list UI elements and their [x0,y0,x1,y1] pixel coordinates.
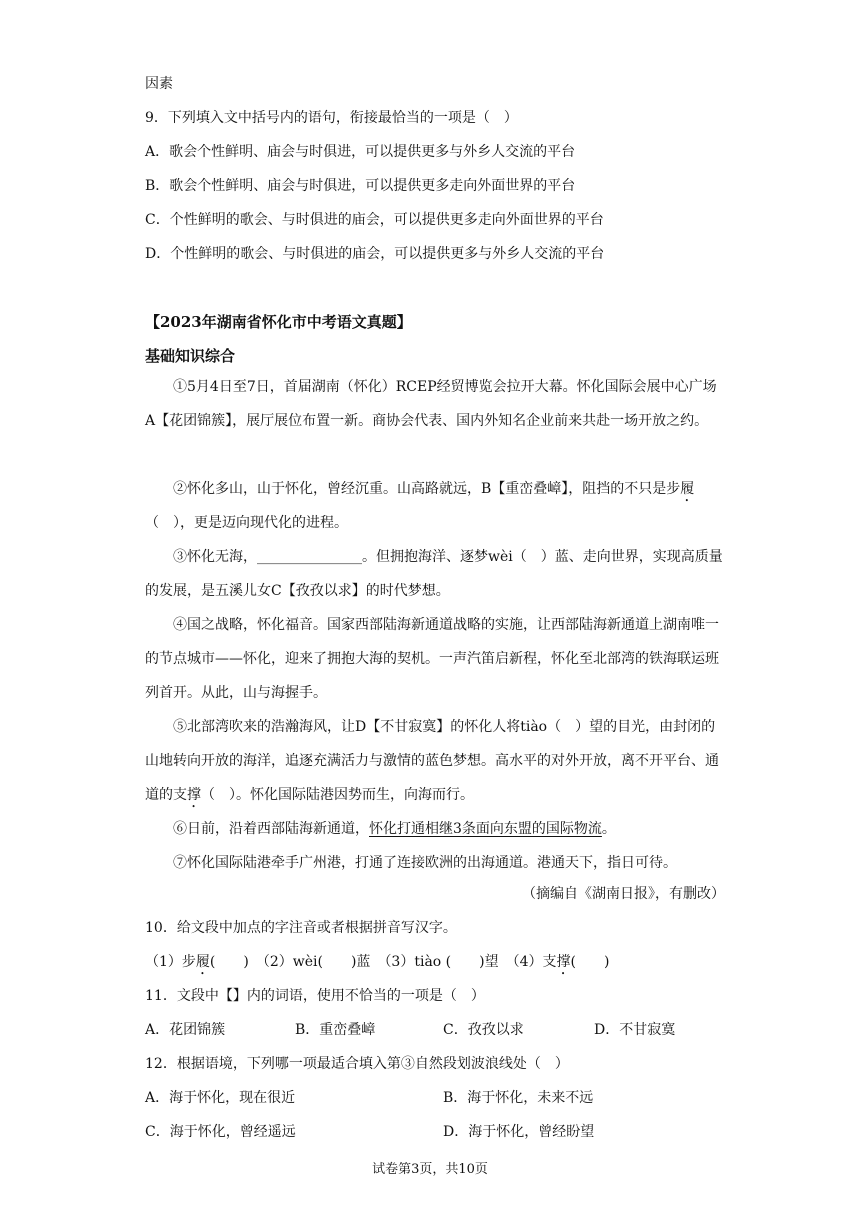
passage-p5 [145,710,725,812]
q12-option-d: D．海于怀化，曾经盼望 [443,1124,595,1140]
section-subtitle: 基础知识综合 [145,347,236,365]
q12-option-c: C．海于怀化，曾经遥远 [145,1124,296,1140]
q10-item-1-blank: ( ) [209,954,249,970]
q12-option-a: A．海于怀化，现在很近 [145,1090,296,1106]
q11-stem: 11．文段中【】内的词语，使用不恰当的一项是（ ） [145,988,485,1004]
q10-items [145,952,725,978]
q11-option-b: B．重峦叠嶂 [295,1022,376,1038]
q9-option-b: B．歌会个性鲜明、庙会与时俱进，可以提供更多走向外面世界的平台 [145,178,576,194]
q11-option-c: C．孜孜以求 [443,1022,524,1038]
q11-option-a: A．花团锦簇 [145,1022,226,1038]
passage-p3: ③怀化无海，_______________。但拥抱海洋、逐梦wèi（ ）蓝、走向世界，实现高质量的发展，是五溪儿女C【孜孜以求】的时代梦想。 [145,549,723,599]
q9-option-a: A．歌会个性鲜明、庙会与时俱进，可以提供更多与外乡人交流的平台 [145,144,576,160]
passage-p1: ①5月4日至7日，首届湖南（怀化）RCEP经贸博览会拉开大幕。怀化国际会展中心广场A【花团锦簇】，展厅展位布置一新。商协会代表、国内外知名企业前来共赴一场开放之约。 [145,379,717,429]
section-title: 【2023年湖南省怀化市中考语文真题】 [145,313,412,331]
p6-wavy-underlined: 怀化打通相继3条面向东盟的国际物流 [369,821,602,837]
q10-item-3: （3）tiào ( )望 [384,954,499,970]
p2-pre: ②怀化多山，山于怀化，曾经沉重。山高路就远，B【重峦叠嶂】，阻挡的不只是步 [173,481,681,497]
q11-option-d: D．不甘寂寞 [594,1022,676,1038]
p6-post: 。 [601,821,616,837]
page-footer: 试卷第3页，共10页 [372,1162,488,1177]
q10-item-1-text: （1）步 [145,954,196,970]
top-fragment: 因素 [145,76,173,92]
passage-p7: ⑦怀化国际陆港牵手广州港，打通了连接欧洲的出海通道。港通天下，指日可待。 [173,855,677,871]
q9-stem: 9．下列填入文中括号内的语句，衔接最恰当的一项是（ ） [145,110,518,126]
q12-option-b: B．海于怀化，未来不远 [443,1090,594,1106]
q10-item-4-blank: ( ) [570,954,610,970]
q10-item-1-dotted: 履 [195,954,210,970]
p5-dotted-char: 撑 [187,787,201,803]
passage-p2 [145,472,725,540]
passage-source: （摘编自《湖南日报》，有删改） [522,886,725,902]
passage-p4: ④国之战略，怀化福音。国家西部陆海新通道战略的实施，让西部陆海新通道上湖南唯一的节点城市——怀化，迎来了拥抱大海的契机。一声汽笛启新程，怀化至北部湾的铁海联运班列首开。从此，山与海握手。 [145,617,719,701]
p5-post: （ ）。怀化国际陆港因势而生，向海而行。 [201,787,474,803]
q9-option-d: D．个性鲜明的歌会、与时俱进的庙会，可以提供更多与外乡人交流的平台 [145,246,605,262]
q10-stem: 10．给文段中加点的字注音或者根据拼音写汉字。 [145,920,457,936]
q12-stem: 12．根据语境，下列哪一项最适合填入第③自然段划波浪线处（ ） [145,1056,569,1072]
p5-pre: ⑤北部湾吹来的浩瀚海风，让D【不甘寂寞】的怀化人将tiào（ ）望的目光，由封闭的山地转向开放的海洋，追逐充满活力与激情的蓝色梦想。高水平的对外开放，离不开平台、通道的支 [145,719,719,803]
q10-item-4-text: （4）支 [512,954,557,970]
passage-p6 [145,812,725,846]
p2-post: （ ），更是迈向现代化的进程。 [145,515,348,531]
q10-item-2: （2）wèi( )蓝 [262,954,371,970]
p2-dotted-char: 履 [680,481,695,497]
q9-option-c: C．个性鲜明的歌会、与时俱进的庙会，可以提供更多走向外面世界的平台 [145,212,604,228]
q10-item-4-dotted: 撑 [556,954,571,970]
p6-pre: ⑥日前，沿着西部陆海新通道， [173,821,369,837]
